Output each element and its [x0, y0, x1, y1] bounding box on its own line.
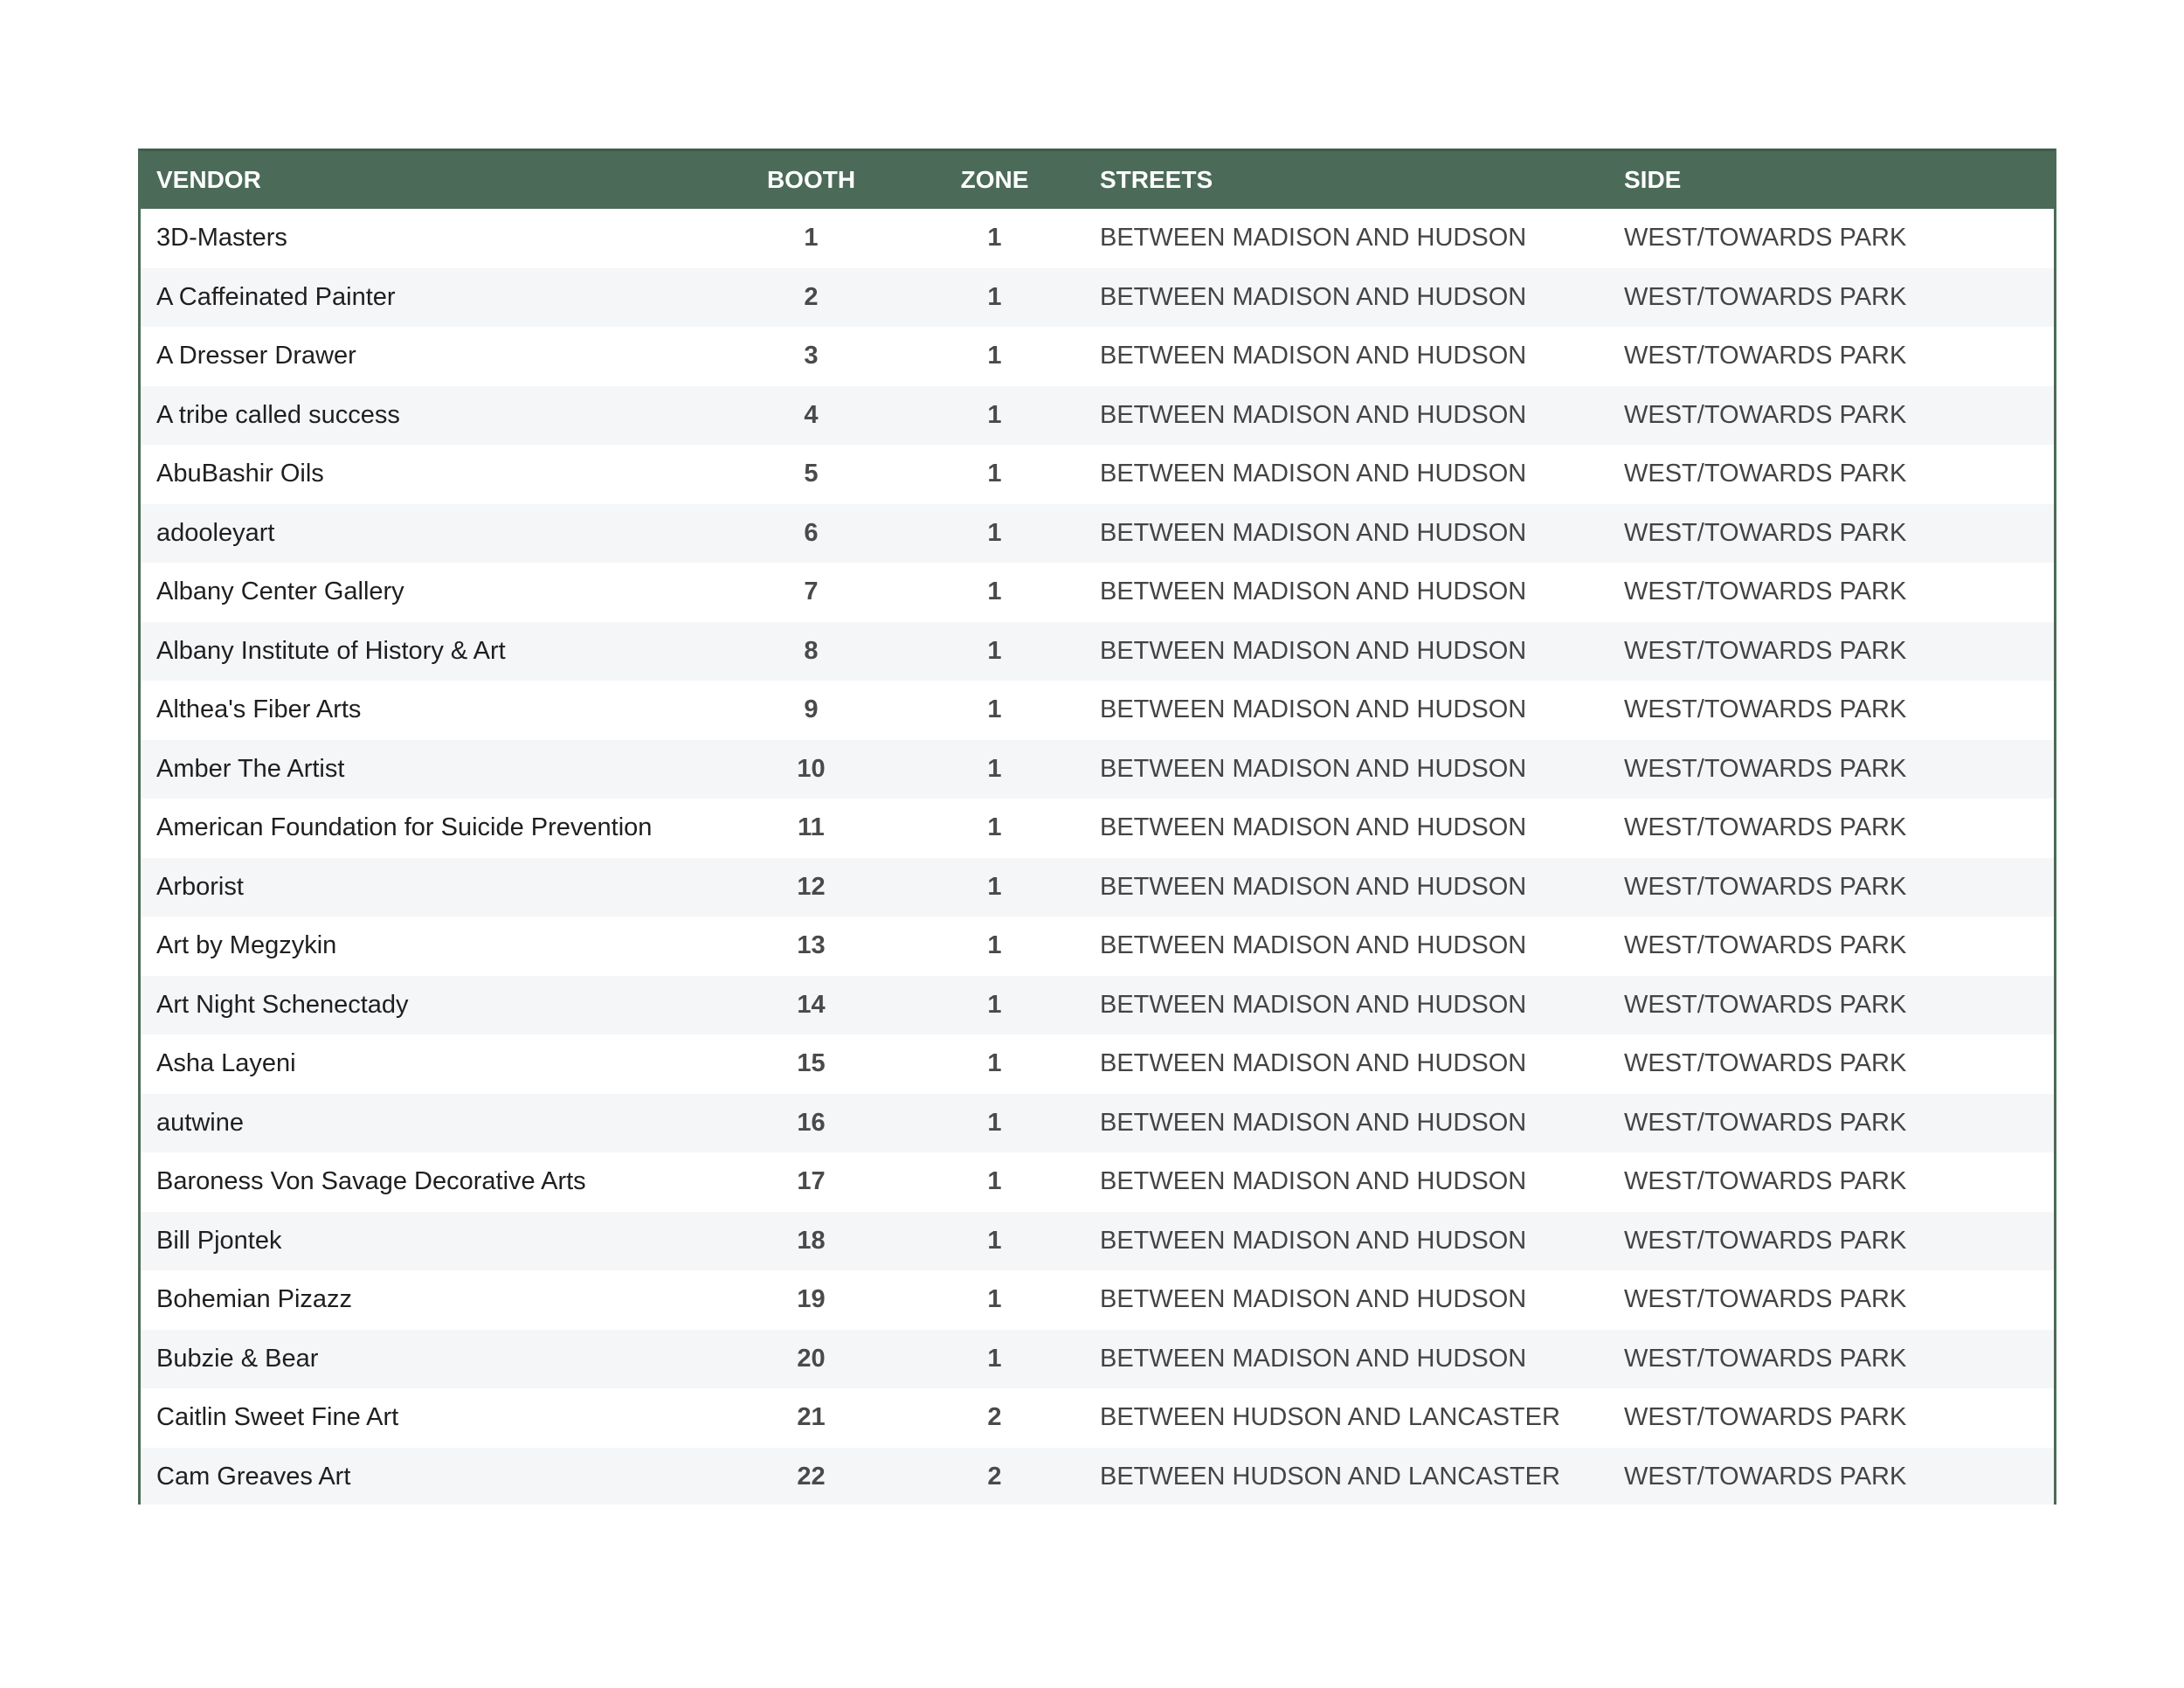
cell-streets: BETWEEN HUDSON AND LANCASTER [1100, 1462, 1560, 1491]
cell-streets: BETWEEN MADISON AND HUDSON [1100, 872, 1527, 901]
cell-booth: 21 [797, 1403, 826, 1432]
cell-zone: 1 [987, 460, 1002, 488]
cell-zone: 1 [987, 636, 1002, 665]
cell-booth: 13 [797, 931, 826, 960]
cell-side: WEST/TOWARDS PARK [1624, 695, 1907, 724]
cell-streets: BETWEEN MADISON AND HUDSON [1100, 282, 1527, 311]
cell-zone: 1 [987, 990, 1002, 1019]
cell-zone: 1 [987, 224, 1002, 253]
table-row [141, 1330, 2054, 1389]
cell-side: WEST/TOWARDS PARK [1624, 1226, 1907, 1255]
cell-booth: 10 [797, 754, 826, 783]
cell-vendor: Bill Pjontek [156, 1226, 282, 1255]
table-row [141, 1034, 2054, 1094]
cell-vendor: Albany Institute of History & Art [156, 636, 506, 665]
cell-streets: BETWEEN MADISON AND HUDSON [1100, 400, 1527, 429]
cell-booth: 17 [797, 1167, 826, 1196]
table-row [141, 327, 2054, 386]
cell-side: WEST/TOWARDS PARK [1624, 342, 1907, 370]
cell-side: WEST/TOWARDS PARK [1624, 1344, 1907, 1373]
cell-streets: BETWEEN MADISON AND HUDSON [1100, 1108, 1527, 1137]
cell-side: WEST/TOWARDS PARK [1624, 1167, 1907, 1196]
header-booth: BOOTH [766, 166, 856, 193]
table-row [141, 563, 2054, 622]
cell-booth: 19 [797, 1285, 826, 1314]
cell-zone: 1 [987, 754, 1002, 783]
cell-streets: BETWEEN MADISON AND HUDSON [1100, 342, 1527, 370]
cell-vendor: autwine [156, 1108, 244, 1137]
cell-streets: BETWEEN MADISON AND HUDSON [1100, 1344, 1527, 1373]
table-row [141, 209, 2054, 268]
cell-side: WEST/TOWARDS PARK [1624, 400, 1907, 429]
cell-vendor: Caitlin Sweet Fine Art [156, 1403, 399, 1432]
cell-booth: 6 [804, 518, 819, 547]
cell-vendor: Bubzie & Bear [156, 1344, 319, 1373]
cell-side: WEST/TOWARDS PARK [1624, 931, 1907, 960]
cell-zone: 1 [987, 400, 1002, 429]
cell-booth: 12 [797, 872, 826, 901]
table-body [141, 209, 2054, 1505]
header-zone: ZONE [960, 166, 1029, 193]
vendor-table-container [138, 149, 2056, 1505]
cell-vendor: adooleyart [156, 518, 275, 547]
cell-streets: BETWEEN MADISON AND HUDSON [1100, 813, 1527, 842]
cell-side: WEST/TOWARDS PARK [1624, 282, 1907, 311]
table-row [141, 976, 2054, 1035]
cell-vendor: 3D-Masters [156, 224, 287, 253]
cell-streets: BETWEEN MADISON AND HUDSON [1100, 1226, 1527, 1255]
table-row [141, 386, 2054, 446]
cell-zone: 2 [987, 1462, 1002, 1491]
cell-vendor: Albany Center Gallery [156, 578, 404, 606]
header-side: SIDE [1624, 166, 1682, 193]
cell-vendor: American Foundation for Suicide Prevention [156, 813, 653, 842]
table-row [141, 622, 2054, 681]
table-row [141, 681, 2054, 740]
table-row [141, 268, 2054, 328]
cell-vendor: Bohemian Pizazz [156, 1285, 353, 1314]
cell-booth: 22 [797, 1462, 826, 1491]
cell-side: WEST/TOWARDS PARK [1624, 518, 1907, 547]
cell-zone: 1 [987, 578, 1002, 606]
cell-booth: 2 [804, 282, 819, 311]
table-row [141, 1448, 2054, 1505]
cell-side: WEST/TOWARDS PARK [1624, 872, 1907, 901]
cell-streets: BETWEEN MADISON AND HUDSON [1100, 990, 1527, 1019]
cell-streets: BETWEEN MADISON AND HUDSON [1100, 1285, 1527, 1314]
cell-side: WEST/TOWARDS PARK [1624, 1403, 1907, 1432]
cell-vendor: Cam Greaves Art [156, 1462, 351, 1491]
vendor-table [141, 151, 2054, 1505]
cell-booth: 14 [797, 990, 826, 1019]
header-streets: STREETS [1100, 166, 1213, 193]
cell-streets: BETWEEN MADISON AND HUDSON [1100, 754, 1527, 783]
cell-vendor: Baroness Von Savage Decorative Arts [156, 1167, 586, 1196]
cell-zone: 1 [987, 1167, 1002, 1196]
cell-zone: 2 [987, 1403, 1002, 1432]
table-row [141, 1212, 2054, 1271]
cell-streets: BETWEEN MADISON AND HUDSON [1100, 224, 1527, 253]
cell-side: WEST/TOWARDS PARK [1624, 813, 1907, 842]
cell-streets: BETWEEN MADISON AND HUDSON [1100, 578, 1527, 606]
cell-vendor: AbuBashir Oils [156, 460, 324, 488]
cell-zone: 1 [987, 872, 1002, 901]
cell-booth: 1 [804, 224, 819, 253]
cell-vendor: Art by Megzykin [156, 931, 337, 960]
cell-zone: 1 [987, 931, 1002, 960]
table-row [141, 445, 2054, 504]
cell-zone: 1 [987, 1344, 1002, 1373]
cell-side: WEST/TOWARDS PARK [1624, 1049, 1907, 1078]
cell-side: WEST/TOWARDS PARK [1624, 1462, 1907, 1491]
cell-vendor: A Dresser Drawer [156, 342, 356, 370]
cell-side: WEST/TOWARDS PARK [1624, 754, 1907, 783]
cell-streets: BETWEEN MADISON AND HUDSON [1100, 518, 1527, 547]
cell-zone: 1 [987, 1108, 1002, 1137]
cell-zone: 1 [987, 1226, 1002, 1255]
cell-zone: 1 [987, 1285, 1002, 1314]
cell-zone: 1 [987, 1049, 1002, 1078]
cell-booth: 4 [804, 400, 819, 429]
cell-booth: 3 [804, 342, 819, 370]
header-row [141, 151, 2054, 209]
cell-streets: BETWEEN MADISON AND HUDSON [1100, 695, 1527, 724]
cell-booth: 16 [797, 1108, 826, 1137]
cell-side: WEST/TOWARDS PARK [1624, 460, 1907, 488]
cell-booth: 7 [804, 578, 819, 606]
cell-zone: 1 [987, 282, 1002, 311]
table-row [141, 1094, 2054, 1153]
header-vendor: VENDOR [156, 166, 261, 193]
cell-side: WEST/TOWARDS PARK [1624, 1285, 1907, 1314]
table-row [141, 740, 2054, 799]
cell-vendor: Amber The Artist [156, 754, 345, 783]
cell-streets: BETWEEN MADISON AND HUDSON [1100, 1167, 1527, 1196]
cell-side: WEST/TOWARDS PARK [1624, 578, 1907, 606]
cell-streets: BETWEEN MADISON AND HUDSON [1100, 931, 1527, 960]
cell-zone: 1 [987, 813, 1002, 842]
cell-vendor: A tribe called success [156, 400, 400, 429]
cell-booth: 20 [797, 1344, 826, 1373]
cell-vendor: Althea's Fiber Arts [156, 695, 362, 724]
cell-booth: 8 [804, 636, 819, 665]
table-row [141, 858, 2054, 917]
cell-vendor: A Caffeinated Painter [156, 282, 396, 311]
table-row [141, 1270, 2054, 1330]
cell-vendor: Arborist [156, 872, 244, 901]
cell-streets: BETWEEN MADISON AND HUDSON [1100, 1049, 1527, 1078]
cell-booth: 9 [804, 695, 819, 724]
table-row [141, 504, 2054, 564]
cell-streets: BETWEEN MADISON AND HUDSON [1100, 636, 1527, 665]
cell-booth: 15 [797, 1049, 826, 1078]
cell-streets: BETWEEN MADISON AND HUDSON [1100, 460, 1527, 488]
cell-zone: 1 [987, 695, 1002, 724]
cell-vendor: Asha Layeni [156, 1049, 296, 1078]
table-row [141, 1388, 2054, 1448]
cell-side: WEST/TOWARDS PARK [1624, 990, 1907, 1019]
cell-booth: 18 [797, 1226, 826, 1255]
cell-booth: 11 [798, 813, 825, 842]
cell-streets: BETWEEN HUDSON AND LANCASTER [1100, 1403, 1560, 1432]
table-header [141, 151, 2054, 209]
cell-zone: 1 [987, 518, 1002, 547]
cell-vendor: Art Night Schenectady [156, 990, 409, 1019]
cell-side: WEST/TOWARDS PARK [1624, 1108, 1907, 1137]
cell-booth: 5 [804, 460, 819, 488]
cell-side: WEST/TOWARDS PARK [1624, 224, 1907, 253]
table-row [141, 917, 2054, 976]
cell-side: WEST/TOWARDS PARK [1624, 636, 1907, 665]
table-row [141, 1152, 2054, 1212]
cell-zone: 1 [987, 342, 1002, 370]
table-row [141, 799, 2054, 858]
